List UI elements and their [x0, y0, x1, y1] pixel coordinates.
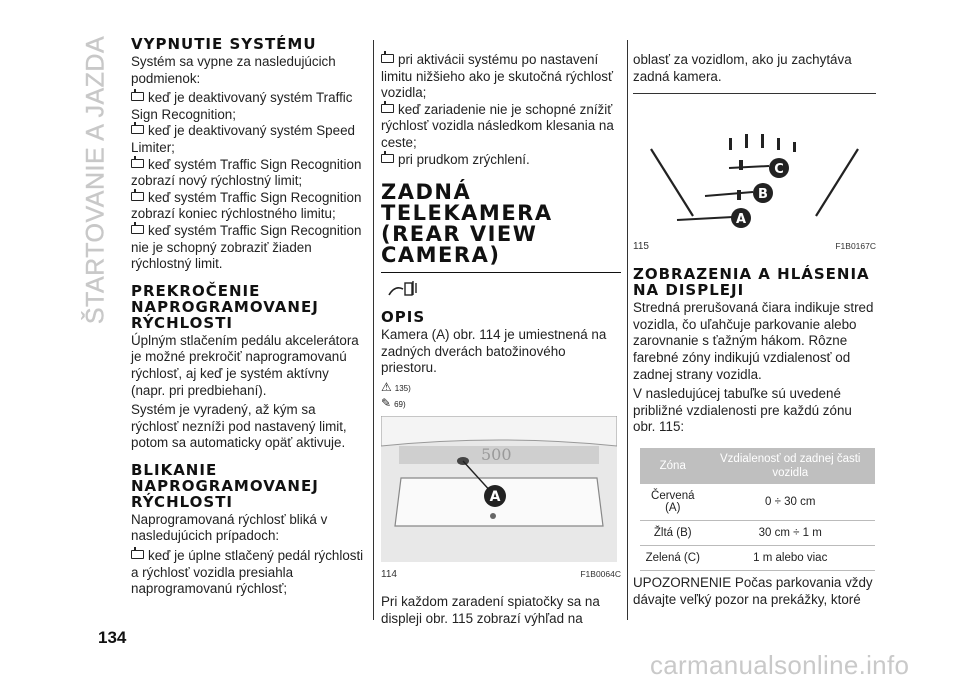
page-number: 134: [98, 628, 127, 647]
figure-caption: [381, 569, 621, 580]
list-item: keď zariadenie nie je schopné znížiť rýchlosť vozidla následkom klesania na ceste;: [381, 101, 614, 150]
paragraph: Systém sa vypne za nasledujúcich podmienok:: [131, 54, 336, 86]
figure-code: F1B0167C: [835, 241, 876, 252]
table-cell: Červená (A): [640, 484, 706, 521]
bullet-icon: [131, 192, 144, 201]
list-item: keď je úplne stlačený pedál rýchlosti a rýchlosť vozidla presiahla naprogramovanú rýchlosť;: [131, 548, 364, 597]
table-cell: 1 m alebo viac: [706, 545, 876, 570]
table-header: Zóna: [640, 448, 706, 484]
callout-a: A: [735, 212, 747, 228]
column-2: [381, 52, 621, 630]
bullet-icon: [131, 550, 144, 559]
warning-triangle-icon: ⚠: [381, 379, 392, 394]
table-row: [640, 520, 875, 545]
reference-item: ✎ 69): [381, 395, 406, 410]
list-item: keď je deaktivovaný systém Speed Limiter;: [131, 123, 355, 155]
watermark: carmanualsonline.info: [650, 650, 910, 680]
heading-vypnutie: VYPNUTIE SYSTÉMU: [131, 35, 317, 53]
table-header: Vzdialenosť od zadnej časti vozidla: [706, 448, 876, 484]
bullet-icon: [131, 159, 144, 168]
table-cell: Žltá (B): [640, 520, 706, 545]
heading-zadna-telekamera: ZADNÁ TELEKAMERA (REAR VIEW CAMERA): [381, 182, 621, 273]
list-item: pri prudkom zrýchlení.: [381, 152, 621, 169]
table-header-row: [640, 448, 875, 484]
heading-blikanie: BLIKANIE NAPROGRAMOVANEJ RÝCHLOSTI: [131, 460, 319, 511]
bullet-icon: [131, 92, 144, 101]
list-item: keď systém Traffic Sign Recognition nie je schopný zobraziť žiaden rýchlostný limit.: [131, 222, 362, 272]
parking-guide-illustration: [633, 104, 876, 234]
paragraph: Systém je vyradený, až kým sa rýchlosť nezníži pod nastavený limit, potom sa automaticky opäť aktivuje.: [131, 402, 347, 451]
callout-c: C: [774, 162, 784, 178]
list-item: keď systém Traffic Sign Recognition zobrazí koniec rýchlostného limitu;: [131, 189, 362, 222]
bullet-icon: [131, 125, 144, 134]
heading-opis: OPIS: [381, 308, 426, 327]
paragraph: V nasledujúcej tabuľke sú uvedené približné vzdialenosti pre každú zónu obr. 115:: [633, 386, 852, 435]
zones-table: [640, 448, 875, 571]
column-divider: [627, 40, 628, 620]
figure-code: F1B0064C: [580, 568, 621, 579]
reference-list: [381, 380, 621, 412]
figure-number: 114: [381, 568, 397, 580]
rear-door-illustration: [381, 416, 617, 562]
reference-item: ⚠ 135): [381, 379, 411, 394]
callout-a: A: [489, 488, 501, 505]
bullet-icon: [381, 54, 394, 63]
heading-zobrazenia: ZOBRAZENIA A HLÁSENIA NA DISPLEJI: [633, 265, 870, 300]
figure-caption: [633, 241, 876, 252]
paragraph: oblasť za vozidlom, ako ju zachytáva zadná kamera.: [633, 52, 852, 84]
callout-b: B: [758, 187, 768, 203]
svg-text:500: 500: [481, 444, 512, 464]
paragraph: Naprogramovaná rýchlosť bliká v nasledujúcich prípadoch:: [131, 511, 328, 544]
heading-prekrocenie: PREKROČENIE NAPROGRAMOVANEJ RÝCHLOSTI: [131, 281, 319, 332]
figure-number: 115: [633, 241, 649, 253]
bullet-icon: [131, 225, 144, 234]
table-cell: 30 cm ÷ 1 m: [706, 520, 876, 545]
paragraph: Stredná prerušovaná čiara indikuje stred vozidla, čo uľahčuje parkovanie alebo zarovnanie s ťažným hákom. Rôzne farebné zóny indikujú vzdialenosť od zadnej strany vozidla.: [633, 300, 874, 382]
bullet-icon: [381, 104, 394, 113]
list-item: keď je deaktivovaný systém Traffic Sign Recognition;: [131, 90, 353, 122]
chapter-title-text: ŠTARTOVANIE A JAZDA: [81, 35, 110, 325]
figure-114: [381, 416, 621, 580]
table-row: [640, 484, 875, 521]
figure-top-rule: [633, 93, 876, 94]
camera-warning-icon: [387, 277, 621, 305]
table-row: [640, 545, 875, 570]
paragraph: UPOZORNENIE Počas parkovania vždy dávajte veľký pozor na prekážky, ktoré: [633, 574, 873, 607]
paragraph: Kamera (A) obr. 114 je umiestnená na zadných dverách batožinového priestoru.: [381, 327, 607, 376]
bullet-icon: [381, 154, 394, 163]
paragraph: Úplným stlačením pedálu akcelerátora je možné prekročiť naprogramovanú rýchlosť, aj keď je systém aktívny (napr. pri predbiehaní).: [131, 332, 359, 398]
attention-icon: ✎: [381, 395, 392, 410]
list-item: pri aktivácii systému po nastavení limitu nižšieho ako je skutočná rýchlosť vozidla;: [381, 52, 614, 101]
paragraph: Pri každom zaradení spiatočky sa na displeji obr. 115 zobrazí výhľad na: [381, 593, 600, 626]
column-3: [633, 52, 876, 611]
column-divider: [373, 40, 374, 620]
list-item: keď systém Traffic Sign Recognition zobrazí nový rýchlostný limit;: [131, 156, 362, 189]
figure-115: [633, 104, 876, 252]
table-cell: Zelená (C): [640, 545, 706, 570]
chapter-title: [78, 35, 114, 325]
table-cell: 0 ÷ 30 cm: [706, 484, 876, 521]
column-1: [131, 32, 365, 598]
